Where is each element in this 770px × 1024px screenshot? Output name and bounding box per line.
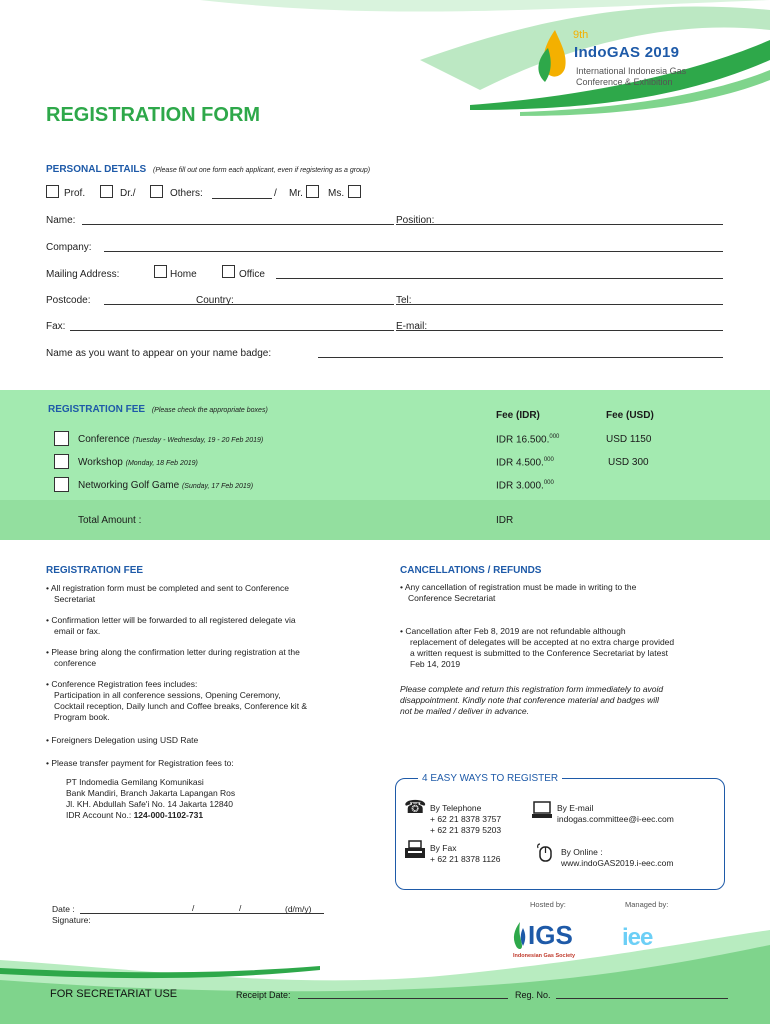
others-checkbox[interactable] [150, 185, 163, 198]
computer-icon [532, 801, 552, 819]
page-title: REGISTRATION FORM [46, 104, 261, 126]
registration-fee-title: REGISTRATION FEE [48, 404, 146, 415]
event-subtitle [576, 66, 686, 88]
by-online [561, 847, 673, 869]
bank-name: PT Indomedia Gemilang Komunikasi [66, 777, 204, 787]
footer-wave-decoration [0, 900, 770, 1024]
golf-fee-idr-value: IDR 3.000. [496, 480, 544, 492]
ms-checkbox[interactable] [348, 185, 361, 198]
telephone-label: By Telephone [430, 803, 482, 813]
mr-label: Mr. [289, 188, 303, 199]
fee-usd-header: Fee (USD) [606, 410, 654, 421]
postcode-input-line[interactable] [104, 304, 394, 305]
personal-details-heading [46, 164, 370, 175]
title-slash: / [274, 188, 277, 199]
dr-label: Dr./ [120, 188, 136, 199]
return-note-1: Please complete and return this registration form immediately to avoid [400, 684, 664, 694]
reg-fee-bullet-3: • Please bring along the confirmation letter during registration at the [46, 647, 300, 657]
badge-name-label: Name as you want to appear on your name badge: [46, 348, 272, 359]
reg-no-input-line[interactable] [556, 998, 728, 999]
fax-method-label: By Fax [430, 843, 457, 853]
signature-label: Signature: [52, 915, 91, 925]
workshop-fee-idr [496, 457, 554, 468]
cancellations-heading: CANCELLATIONS / REFUNDS [400, 565, 542, 576]
workshop-fee-idr-sup: 000 [543, 457, 554, 463]
by-fax [430, 843, 501, 865]
email-method-label: By E-mail [557, 803, 594, 813]
personal-details-title: PERSONAL DETAILS [46, 164, 147, 175]
reg-fee-bullet-1b: Secretariat [54, 594, 96, 604]
company-label: Company: [46, 242, 92, 253]
telephone-icon: ☎ [404, 797, 427, 817]
office-checkbox[interactable] [222, 265, 235, 278]
fax-icon [404, 840, 426, 860]
reg-fee-bullet-4b: Participation in all conference sessions, Opening Ceremony, [54, 690, 281, 700]
return-note-2: disappointment. Kindly note that conference material and badges will [400, 695, 659, 705]
country-label: Country: [196, 295, 234, 306]
igs-logo-text: IGS [528, 920, 573, 950]
workshop-fee-usd: USD 300 [608, 457, 649, 468]
others-input-line[interactable] [212, 198, 272, 199]
workshop-checkbox[interactable] [54, 454, 69, 469]
conference-row [78, 434, 263, 445]
golf-fee-idr-sup: 000 [543, 480, 554, 486]
secretariat-use-label: FOR SECRETARIAT USE [50, 988, 178, 1000]
tel-input-line[interactable] [396, 304, 723, 305]
cancellations-list [400, 582, 730, 717]
telephone-number-1: + 62 21 8378 3757 [430, 814, 502, 824]
reg-fee-bullet-5: • Foreigners Delegation using USD Rate [46, 735, 199, 745]
reg-fee-info-heading: REGISTRATION FEE [46, 565, 144, 576]
by-telephone [430, 803, 501, 836]
conference-fee-idr-sup: 000 [549, 434, 560, 440]
prof-label: Prof. [64, 188, 86, 199]
position-input-line[interactable] [396, 224, 723, 225]
office-label: Office [239, 269, 265, 280]
conference-checkbox[interactable] [54, 431, 69, 446]
golf-checkbox[interactable] [54, 477, 69, 492]
name-input-line[interactable] [82, 224, 394, 225]
mailing-address-label: Mailing Address: [46, 269, 120, 280]
registration-fee-heading [48, 404, 268, 415]
company-input-line[interactable] [104, 251, 723, 252]
conference-label: Conference [78, 434, 130, 445]
reg-no-label: Reg. No. [515, 990, 551, 1000]
conference-fee-usd: USD 1150 [606, 434, 652, 445]
event-subtitle-line2: Conference & Exhibition [576, 77, 673, 87]
total-amount-label: Total Amount : [78, 515, 142, 526]
igs-logo-subtitle: Indonesian Gas Society [513, 953, 576, 959]
cancel-bullet-2c: a written request is submitted to the Conference Secretariat by latest [410, 648, 668, 658]
golf-dates: (Sunday, 17 Feb 2019) [181, 483, 254, 490]
conference-dates: (Tuesday - Wednesday, 19 - 20 Feb 2019) [132, 437, 264, 444]
mouse-icon [536, 842, 554, 862]
iee-logo-text: iee [622, 924, 653, 951]
golf-label: Networking Golf Game [78, 480, 180, 491]
cancel-bullet-2d: Feb 14, 2019 [410, 659, 461, 669]
workshop-row [78, 457, 198, 468]
cancel-bullet-2b: replacement of delegates will be accepted at no extra charge provided [410, 637, 675, 647]
date-label: Date : [52, 904, 75, 914]
telephone-number-2: + 62 21 8379 5203 [430, 825, 502, 835]
online-url[interactable]: www.indoGAS2019.i-eec.com [561, 858, 674, 868]
by-email [557, 803, 674, 825]
return-note-3: not be mailed / deliver in advance. [400, 706, 529, 716]
hosted-by-label: Hosted by: [530, 900, 566, 909]
mr-checkbox[interactable] [306, 185, 319, 198]
date-slash-2: / [239, 903, 242, 913]
bank-account-number: 124-000-1102-731 [133, 810, 204, 820]
conference-fee-idr-value: IDR 16.500. [496, 434, 550, 446]
bank-account-label: IDR Account No.: [66, 810, 134, 820]
total-amount-idr: IDR [496, 515, 514, 526]
bank-account [46, 810, 376, 821]
fax-number: + 62 21 8378 1126 [430, 854, 501, 864]
reg-fee-bullet-4c: Cocktail reception, Daily lunch and Coffee breaks, Conference kit & [54, 701, 308, 711]
email-input-line[interactable] [396, 330, 723, 331]
home-label: Home [170, 269, 197, 280]
bank-branch: Bank Mandiri, Branch Jakarta Lapangan Ros [66, 788, 236, 798]
reg-fee-info-list [46, 583, 376, 821]
date-slash-1: / [192, 903, 195, 913]
workshop-fee-idr-value: IDR 4.500. [496, 457, 544, 469]
date-format: (d/m/y) [285, 904, 312, 914]
online-method-label: By Online : [561, 847, 603, 857]
email-label: E-mail: [396, 321, 428, 332]
prof-checkbox[interactable] [46, 185, 59, 198]
reg-fee-bullet-2: • Confirmation letter will be forwarded to all registered delegate via [46, 615, 296, 625]
position-label: Position: [396, 215, 435, 226]
golf-row [78, 480, 253, 491]
home-checkbox[interactable] [154, 265, 167, 278]
dr-checkbox[interactable] [100, 185, 113, 198]
cancel-bullet-1: • Any cancellation of registration must be made in writing to the [400, 582, 637, 592]
reg-fee-bullet-1: • All registration form must be completed and sent to Conference [46, 583, 289, 593]
cancel-bullet-1b: Conference Secretariat [408, 593, 496, 603]
reg-fee-bullet-6: • Please transfer payment for Registration fees to: [46, 758, 234, 768]
reg-fee-bullet-2b: email or fax. [54, 626, 101, 636]
bank-address: Jl. KH. Abdullah Safe'i No. 14 Jakarta 12840 [66, 799, 234, 809]
ms-label: Ms. [328, 188, 345, 199]
easy-ways-title: 4 EASY WAYS TO REGISTER [418, 773, 562, 784]
personal-details-note: (Please fill out one form each applicant, even if registering as a group) [152, 167, 371, 174]
email-address[interactable]: indogas.committee@i-eec.com [557, 814, 674, 824]
tel-label: Tel: [396, 295, 412, 306]
fax-input-line[interactable] [70, 330, 394, 331]
event-subtitle-line1: International Indonesia Gas [576, 66, 687, 76]
conference-fee-idr [496, 434, 559, 445]
workshop-dates: (Monday, 18 Feb 2019) [125, 460, 198, 467]
reg-fee-bullet-4: • Conference Registration fees includes: [46, 679, 198, 689]
reg-fee-bullet-4d: Program book. [54, 712, 110, 722]
others-label: Others: [170, 188, 203, 199]
mailing-address-input-line[interactable] [276, 278, 723, 279]
name-label: Name: [46, 215, 76, 226]
registration-fee-note: (Please check the appropriate boxes) [151, 407, 268, 414]
fee-idr-header: Fee (IDR) [496, 410, 540, 421]
badge-name-input-line[interactable] [318, 357, 723, 358]
receipt-date-input-line[interactable] [298, 998, 508, 999]
managed-by-label: Managed by: [625, 900, 669, 909]
postcode-label: Postcode: [46, 295, 91, 306]
reg-fee-bullet-3b: conference [54, 658, 97, 668]
cancel-bullet-2: • Cancellation after Feb 8, 2019 are not refundable although [400, 626, 626, 636]
receipt-date-label: Receipt Date: [236, 990, 291, 1000]
fax-label: Fax: [46, 321, 66, 332]
event-logo-title: IndoGAS 2019 [574, 44, 680, 61]
workshop-label: Workshop [78, 457, 123, 468]
edition-label: 9th [573, 29, 589, 41]
golf-fee-idr [496, 480, 554, 491]
